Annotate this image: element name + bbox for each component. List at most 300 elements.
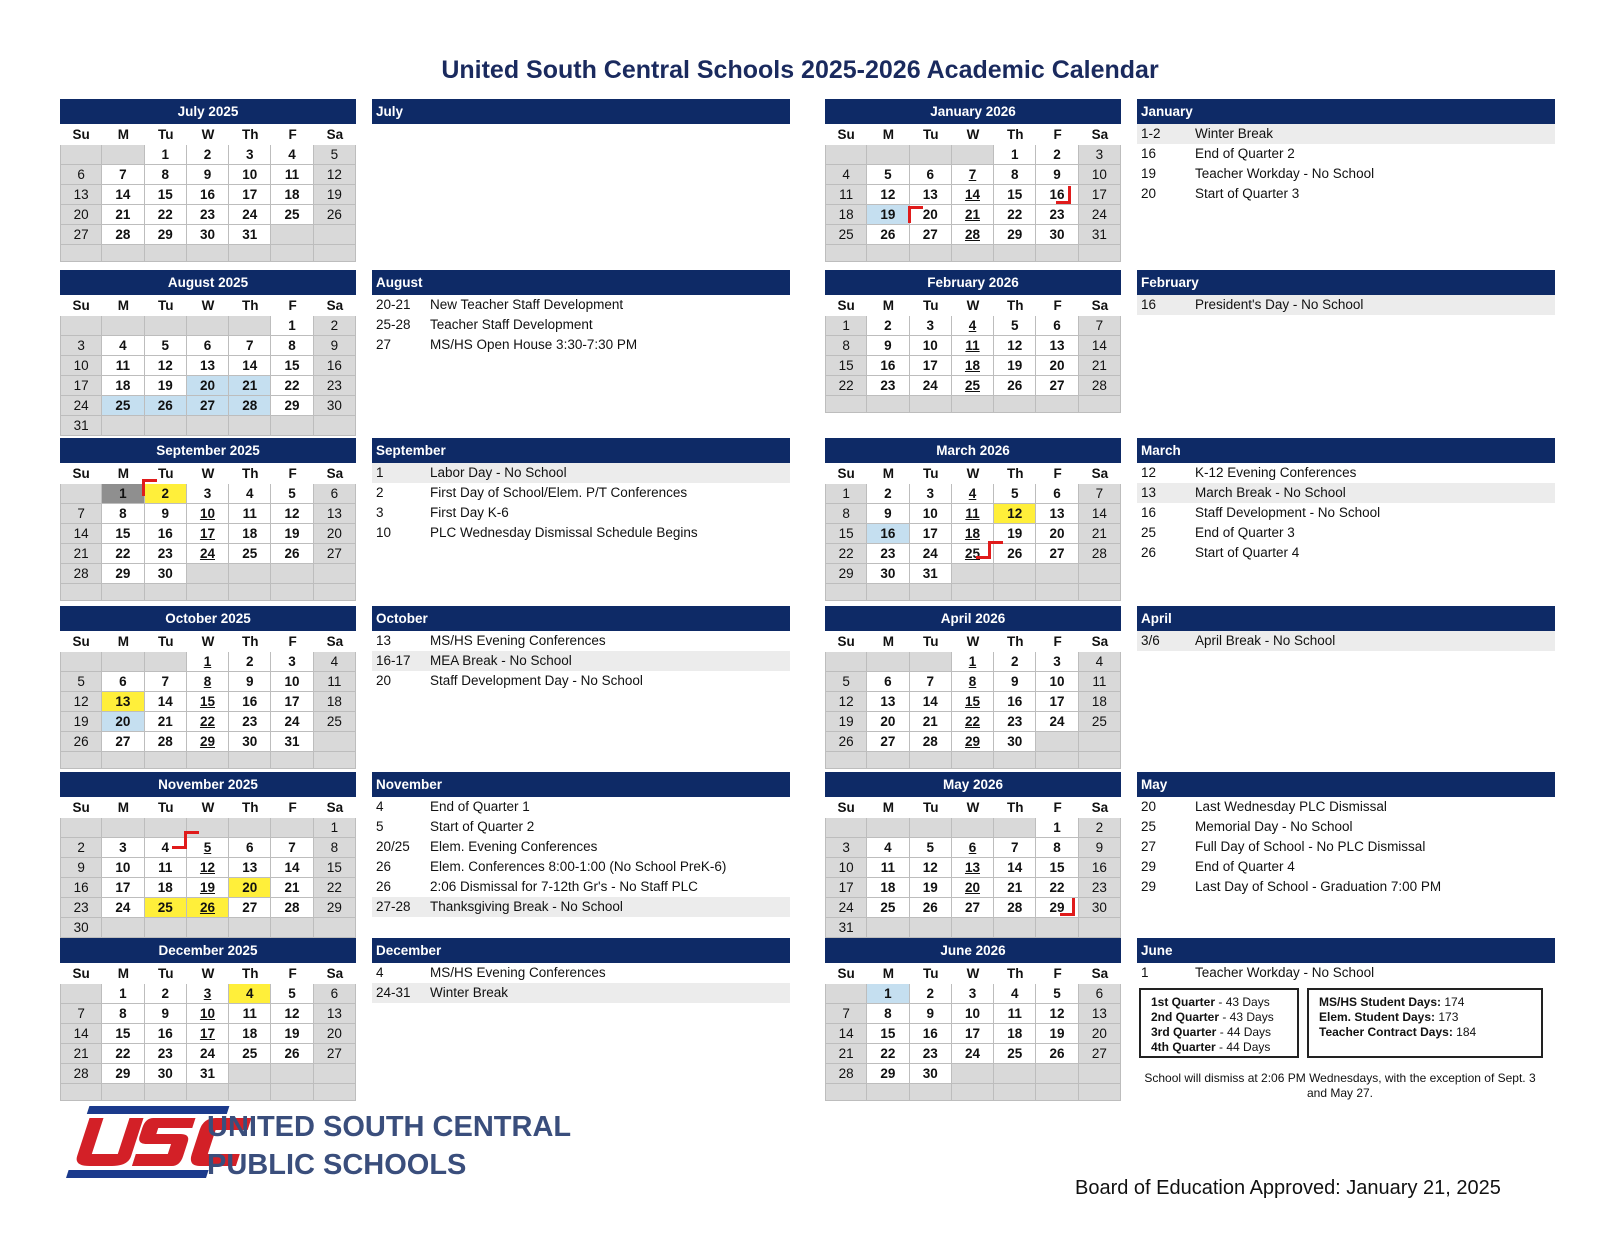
calendar-day: 2: [994, 652, 1036, 672]
calendar-empty-cell: [60, 752, 102, 769]
calendar-day: 28: [229, 396, 271, 416]
calendar-empty-cell: [60, 818, 102, 838]
calendar-day: 15: [187, 692, 229, 712]
weekday-label: F: [271, 797, 313, 818]
calendar-day: 12: [187, 858, 229, 878]
calendar-day: 21: [271, 878, 313, 898]
event-date: 13: [1141, 485, 1157, 500]
calendar-empty-cell: [60, 245, 102, 262]
calendar-day: 18: [102, 376, 144, 396]
calendar-day: 11: [952, 504, 994, 524]
calendar-day: 23: [1079, 878, 1121, 898]
weekday-label: Su: [60, 797, 102, 818]
calendar-day: 14: [60, 1024, 102, 1044]
calendar-day: 11: [825, 185, 867, 205]
calendar-empty-cell: [994, 1084, 1036, 1101]
event-list: [1137, 438, 1555, 563]
calendar-day: 18: [994, 1024, 1036, 1044]
event-row: [372, 335, 790, 355]
month-calendar: [825, 938, 1121, 1101]
calendar-day: 12: [1036, 1004, 1078, 1024]
calendar-empty-cell: [60, 652, 102, 672]
calendar-day: 24: [1036, 712, 1078, 732]
summary-label: 2nd Quarter: [1151, 1010, 1220, 1024]
event-date: 27: [1141, 839, 1157, 854]
calendar-day: 14: [229, 356, 271, 376]
event-text: Winter Break: [430, 985, 509, 1000]
calendar-day: 28: [60, 564, 102, 584]
month-calendar: [60, 772, 356, 938]
calendar-empty-cell: [825, 984, 867, 1004]
weekday-label: Sa: [314, 631, 356, 652]
calendar-day: 7: [229, 336, 271, 356]
calendar-day: 4: [145, 838, 187, 858]
calendar-day: 23: [867, 376, 909, 396]
calendar-day: 9: [1036, 165, 1078, 185]
calendar-day: 24: [1079, 205, 1121, 225]
calendar-day: 18: [145, 878, 187, 898]
red-marker-icon: [908, 206, 923, 223]
usc-logo-icon: [62, 1098, 622, 1188]
event-text: Last Day of School - Graduation 7:00 PM: [1195, 879, 1442, 894]
calendar-day: 18: [229, 1024, 271, 1044]
event-text: Labor Day - No School: [430, 465, 567, 480]
weekday-label: Sa: [1079, 463, 1121, 484]
calendar-empty-cell: [952, 396, 994, 413]
calendar-empty-cell: [187, 564, 229, 584]
calendar-day: 22: [1036, 878, 1078, 898]
event-row: [1137, 184, 1555, 204]
event-text: 2:06 Dismissal for 7-12th Gr's - No Staff PLC: [430, 879, 698, 894]
calendar-day: 17: [910, 524, 952, 544]
calendar-day: 5: [994, 484, 1036, 504]
calendar-day: 6: [314, 484, 356, 504]
calendar-empty-cell: [271, 245, 313, 262]
calendar-day: 21: [102, 205, 144, 225]
calendar-empty-cell: [867, 145, 909, 165]
weekday-label: M: [102, 295, 144, 316]
weekday-label: Su: [60, 124, 102, 145]
calendar-day: 26: [271, 1044, 313, 1064]
calendar-day: 29: [994, 225, 1036, 245]
calendar-day: 26: [1036, 1044, 1078, 1064]
calendar-day: 30: [229, 732, 271, 752]
weekday-label: Th: [994, 631, 1036, 652]
calendar-day: 8: [145, 165, 187, 185]
calendar-day: 25: [1079, 712, 1121, 732]
calendar-day: 21: [994, 878, 1036, 898]
weekday-label: M: [102, 797, 144, 818]
calendar-day: 5: [271, 984, 313, 1004]
calendar-day: 30: [1079, 898, 1121, 918]
weekday-label: Sa: [314, 963, 356, 984]
weekday-label: F: [271, 463, 313, 484]
calendar-day: 31: [60, 416, 102, 436]
event-text: April Break - No School: [1195, 633, 1336, 648]
weekday-label: Sa: [1079, 631, 1121, 652]
calendar-empty-cell: [145, 584, 187, 601]
calendar-day: 28: [994, 898, 1036, 918]
month-title: February 2026: [825, 270, 1121, 295]
calendar-day: 29: [867, 1064, 909, 1084]
weekday-label: M: [867, 963, 909, 984]
calendar-day: 6: [229, 838, 271, 858]
calendar-day: 18: [271, 185, 313, 205]
calendar-day: 17: [825, 878, 867, 898]
event-text: PLC Wednesday Dismissal Schedule Begins: [430, 525, 698, 540]
event-date: 26: [376, 859, 392, 874]
calendar-empty-cell: [102, 245, 144, 262]
calendar-day: 3: [1079, 145, 1121, 165]
calendar-day: 27: [60, 225, 102, 245]
calendar-day: 25: [952, 376, 994, 396]
event-text: MS/HS Open House 3:30-7:30 PM: [430, 337, 638, 352]
weekday-label: Tu: [145, 797, 187, 818]
calendar-day: 27: [102, 732, 144, 752]
event-text: MS/HS Evening Conferences: [430, 633, 606, 648]
calendar-day: 6: [102, 672, 144, 692]
calendar-day: 7: [271, 838, 313, 858]
calendar-day: 2: [314, 316, 356, 336]
calendar-empty-cell: [314, 732, 356, 752]
calendar-day: 16: [60, 878, 102, 898]
calendar-day: 21: [1079, 356, 1121, 376]
calendar-empty-cell: [952, 752, 994, 769]
calendar-day: 20: [1036, 524, 1078, 544]
event-list-title: July: [372, 99, 790, 124]
calendar-day: 2: [867, 316, 909, 336]
calendar-day: 3: [187, 484, 229, 504]
calendar-day: 31: [229, 225, 271, 245]
weekday-label: Th: [994, 797, 1036, 818]
event-row: [372, 631, 790, 651]
event-row: [1137, 857, 1555, 877]
student-days-box: [1307, 988, 1543, 1058]
calendar-empty-cell: [187, 918, 229, 938]
weekday-label: Su: [825, 463, 867, 484]
event-date: 20: [376, 673, 392, 688]
calendar-day: 2: [145, 484, 187, 504]
calendar-day: 28: [60, 1064, 102, 1084]
calendar-day: 14: [952, 185, 994, 205]
calendar-empty-cell: [1079, 918, 1121, 938]
calendar-empty-cell: [145, 652, 187, 672]
event-row: [1137, 797, 1555, 817]
event-date: 13: [376, 633, 392, 648]
calendar-day: 20: [910, 205, 952, 225]
calendar-day: 26: [825, 732, 867, 752]
weekday-label: F: [271, 631, 313, 652]
calendar-empty-cell: [229, 564, 271, 584]
calendar-day: 13: [910, 185, 952, 205]
calendar-day: 5: [1036, 984, 1078, 1004]
calendar-day: 1: [102, 484, 144, 504]
event-date: 24-31: [376, 985, 411, 1000]
event-date: 26: [376, 879, 392, 894]
summary-value: 184: [1452, 1025, 1477, 1039]
page-title: United South Central Schools 2025-2026 Academic Calendar: [441, 56, 1159, 84]
weekday-label: W: [187, 797, 229, 818]
calendar-day: 30: [994, 732, 1036, 752]
calendar-day: 11: [271, 165, 313, 185]
calendar-day: 12: [867, 185, 909, 205]
calendar-day: 10: [187, 1004, 229, 1024]
calendar-empty-cell: [314, 564, 356, 584]
calendar-day: 8: [102, 504, 144, 524]
calendar-day: 10: [1079, 165, 1121, 185]
calendar-day: 20: [1036, 356, 1078, 376]
calendar-day: 21: [952, 205, 994, 225]
calendar-day: 5: [145, 336, 187, 356]
calendar-empty-cell: [1079, 1084, 1121, 1101]
calendar-day: 13: [102, 692, 144, 712]
calendar-empty-cell: [145, 316, 187, 336]
calendar-empty-cell: [910, 818, 952, 838]
calendar-day: 3: [1036, 652, 1078, 672]
calendar-day: 27: [1079, 1044, 1121, 1064]
calendar-day: 19: [994, 524, 1036, 544]
month-calendar: [60, 606, 356, 769]
calendar-day: 17: [952, 1024, 994, 1044]
weekday-label: W: [952, 963, 994, 984]
calendar-day: 7: [102, 165, 144, 185]
event-text: End of Quarter 3: [1195, 525, 1295, 540]
month-title: March 2026: [825, 438, 1121, 463]
event-text: March Break - No School: [1195, 485, 1346, 500]
calendar-day: 9: [60, 858, 102, 878]
calendar-empty-cell: [867, 584, 909, 601]
weekday-label: F: [1036, 124, 1078, 145]
calendar-empty-cell: [271, 225, 313, 245]
event-text: Start of Quarter 3: [1195, 186, 1300, 201]
month-title: June 2026: [825, 938, 1121, 963]
calendar-day: 16: [314, 356, 356, 376]
weekday-label: Sa: [1079, 124, 1121, 145]
weekday-label: Tu: [145, 631, 187, 652]
summary-line: [1319, 995, 1531, 1010]
calendar-day: 4: [314, 652, 356, 672]
calendar-day: 22: [825, 544, 867, 564]
calendar-empty-cell: [314, 245, 356, 262]
calendar-empty-cell: [952, 245, 994, 262]
calendar-day: 26: [994, 544, 1036, 564]
calendar-day: 15: [145, 185, 187, 205]
calendar-day: 3: [187, 984, 229, 1004]
event-row: [372, 963, 790, 983]
calendar-day: 12: [60, 692, 102, 712]
calendar-day: 11: [314, 672, 356, 692]
calendar-day: 23: [229, 712, 271, 732]
weekday-label: Tu: [145, 963, 187, 984]
red-marker-icon: [142, 479, 157, 496]
event-date: 3/6: [1141, 633, 1160, 648]
calendar-day: 28: [825, 1064, 867, 1084]
calendar-day: 10: [1036, 672, 1078, 692]
calendar-day: 27: [952, 898, 994, 918]
weekday-label: Sa: [314, 295, 356, 316]
dismissal-note: School will dismiss at 2:06 PM Wednesdays, with the exception of Sept. 3 and May 27.: [1144, 1071, 1536, 1100]
calendar-empty-cell: [867, 1084, 909, 1101]
calendar-empty-cell: [952, 1084, 994, 1101]
event-row: [1137, 463, 1555, 483]
calendar-day: 16: [187, 185, 229, 205]
summary-line: [1319, 1010, 1531, 1025]
event-row: [1137, 144, 1555, 164]
calendar-empty-cell: [867, 396, 909, 413]
weekday-label: Tu: [145, 124, 187, 145]
calendar-day: 1: [271, 316, 313, 336]
calendar-empty-cell: [1079, 732, 1121, 752]
weekday-label: Th: [229, 295, 271, 316]
event-date: 25: [1141, 525, 1157, 540]
calendar-empty-cell: [952, 818, 994, 838]
event-text: New Teacher Staff Development: [430, 297, 624, 312]
summary-label: 4th Quarter: [1151, 1040, 1216, 1054]
calendar-day: 16: [994, 692, 1036, 712]
event-list-title: April: [1137, 606, 1555, 631]
calendar-day: 22: [145, 205, 187, 225]
calendar-day: 18: [825, 205, 867, 225]
calendar-day: 11: [1079, 672, 1121, 692]
calendar-day: 14: [994, 858, 1036, 878]
event-row: [1137, 817, 1555, 837]
weekday-label: Th: [229, 631, 271, 652]
event-row: [372, 483, 790, 503]
event-date: 2: [376, 485, 384, 500]
event-list: [372, 772, 790, 917]
summary-line: [1319, 1025, 1531, 1040]
calendar-day: 31: [1079, 225, 1121, 245]
calendar-day: 16: [1079, 858, 1121, 878]
calendar-day: 13: [314, 504, 356, 524]
calendar-empty-cell: [102, 752, 144, 769]
calendar-empty-cell: [867, 752, 909, 769]
weekday-label: M: [867, 631, 909, 652]
calendar-empty-cell: [229, 1064, 271, 1084]
calendar-day: 19: [60, 712, 102, 732]
calendar-day: 2: [1079, 818, 1121, 838]
calendar-day: 18: [229, 524, 271, 544]
calendar-day: 18: [867, 878, 909, 898]
calendar-empty-cell: [187, 416, 229, 436]
calendar-day: 23: [187, 205, 229, 225]
event-text: Teacher Workday - No School: [1195, 965, 1375, 980]
calendar-day: 28: [102, 225, 144, 245]
calendar-day: 7: [145, 672, 187, 692]
calendar-day: 1: [102, 984, 144, 1004]
calendar-empty-cell: [1036, 584, 1078, 601]
calendar-day: 17: [60, 376, 102, 396]
summary-line: [1151, 995, 1287, 1010]
event-list: [1137, 772, 1555, 897]
calendar-day: 15: [271, 356, 313, 376]
weekday-label: Su: [60, 295, 102, 316]
calendar-day: 8: [314, 838, 356, 858]
calendar-empty-cell: [1036, 396, 1078, 413]
calendar-empty-cell: [910, 245, 952, 262]
weekday-label: Th: [994, 463, 1036, 484]
calendar-day: 12: [825, 692, 867, 712]
calendar-empty-cell: [271, 584, 313, 601]
weekday-label: Tu: [910, 797, 952, 818]
calendar-day: 9: [994, 672, 1036, 692]
calendar-day: 1: [952, 652, 994, 672]
calendar-day: 2: [60, 838, 102, 858]
calendar-day: 17: [271, 692, 313, 712]
weekday-label: M: [102, 124, 144, 145]
calendar-day: 4: [952, 484, 994, 504]
calendar-day: 9: [145, 504, 187, 524]
calendar-day: 8: [1036, 838, 1078, 858]
weekday-label: Th: [994, 963, 1036, 984]
calendar-day: 22: [825, 376, 867, 396]
calendar-empty-cell: [1036, 918, 1078, 938]
calendar-day: 2: [1036, 145, 1078, 165]
calendar-empty-cell: [825, 145, 867, 165]
calendar-day: 16: [145, 524, 187, 544]
calendar-day: 11: [229, 1004, 271, 1024]
calendar-empty-cell: [952, 564, 994, 584]
calendar-empty-cell: [229, 818, 271, 838]
calendar-day: 15: [952, 692, 994, 712]
calendar-day: 29: [145, 225, 187, 245]
calendar-day: 8: [187, 672, 229, 692]
calendar-day: 6: [60, 165, 102, 185]
calendar-empty-cell: [60, 584, 102, 601]
calendar-day: 25: [145, 898, 187, 918]
calendar-day: 19: [145, 376, 187, 396]
calendar-empty-cell: [271, 416, 313, 436]
calendar-day: 8: [994, 165, 1036, 185]
calendar-day: 31: [825, 918, 867, 938]
calendar-empty-cell: [994, 752, 1036, 769]
calendar-day: 27: [314, 1044, 356, 1064]
event-list-title: May: [1137, 772, 1555, 797]
calendar-empty-cell: [867, 818, 909, 838]
calendar-day: 20: [867, 712, 909, 732]
calendar-day: 26: [910, 898, 952, 918]
calendar-day: 9: [1079, 838, 1121, 858]
red-marker-icon: [1056, 186, 1071, 204]
calendar-day: 30: [314, 396, 356, 416]
calendar-day: 25: [867, 898, 909, 918]
red-marker-icon: [184, 831, 199, 849]
calendar-empty-cell: [994, 918, 1036, 938]
weekday-label: Sa: [1079, 797, 1121, 818]
event-date: 26: [1141, 545, 1157, 560]
calendar-day: 20: [314, 524, 356, 544]
weekday-label: Tu: [145, 463, 187, 484]
calendar-day: 15: [314, 858, 356, 878]
calendar-empty-cell: [1079, 752, 1121, 769]
event-list: [1137, 99, 1555, 204]
calendar-empty-cell: [102, 416, 144, 436]
event-date: 12: [1141, 465, 1157, 480]
calendar-day: 3: [910, 484, 952, 504]
calendar-empty-cell: [314, 584, 356, 601]
calendar-day: 17: [1036, 692, 1078, 712]
event-list-title: October: [372, 606, 790, 631]
event-date: 16: [1141, 297, 1157, 312]
calendar-day: 22: [187, 712, 229, 732]
weekday-label: Tu: [910, 963, 952, 984]
event-row: [372, 315, 790, 335]
weekday-label: M: [102, 963, 144, 984]
event-text: Start of Quarter 2: [430, 819, 535, 834]
calendar-day: 19: [867, 205, 909, 225]
calendar-day: 25: [314, 712, 356, 732]
event-row: [1137, 124, 1555, 144]
